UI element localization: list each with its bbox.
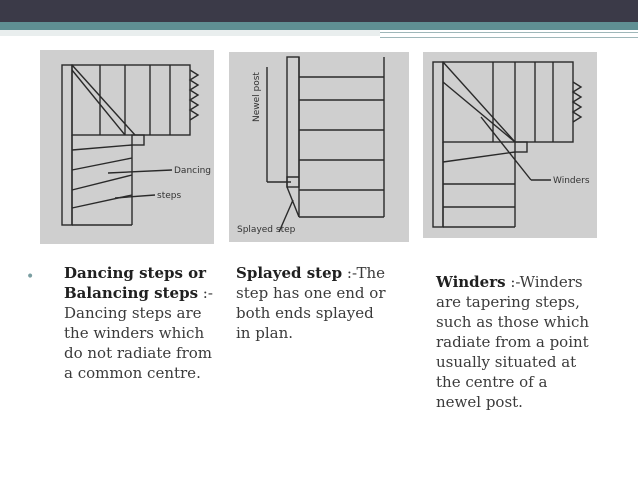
dancing-steps-title: Dancing steps or Balancing steps (64, 264, 207, 302)
newel-post-label: Newel post (252, 72, 262, 122)
dancing-steps-body: Dancing steps are the winders which do not radiate from a common centre. (64, 304, 212, 382)
splayed-step-figure (229, 52, 409, 242)
dancing-steps-text (64, 263, 214, 383)
winders-sep: :- (505, 273, 520, 291)
splayed-step-title: Splayed step (236, 264, 343, 282)
splayed-step-text (236, 263, 386, 343)
splayed-step-label: Splayed step (237, 225, 296, 235)
winders-title: Winders (436, 273, 506, 291)
winders-label: Winders (553, 176, 590, 186)
dancing-steps-sep: :- (198, 284, 213, 302)
dancing-label: Dancing (174, 166, 212, 176)
splayed-step-sep: :- (342, 264, 357, 282)
winders-text (436, 272, 596, 412)
bullet-icon: • (26, 269, 35, 285)
winders-body: Winders are tapering steps, such as those which radiate from a point usually situated at the centre of a newel post. (436, 273, 590, 411)
splayed-step-body: The step has one end or both ends splayed in plan. (236, 264, 386, 342)
title-bar (0, 0, 638, 22)
steps-label: steps (157, 191, 182, 201)
accent-stripe (0, 22, 638, 30)
accent-stripe-light (0, 30, 380, 36)
winders-figure (423, 52, 597, 238)
accent-rule (380, 32, 638, 38)
dancing-steps-figure (40, 50, 214, 244)
